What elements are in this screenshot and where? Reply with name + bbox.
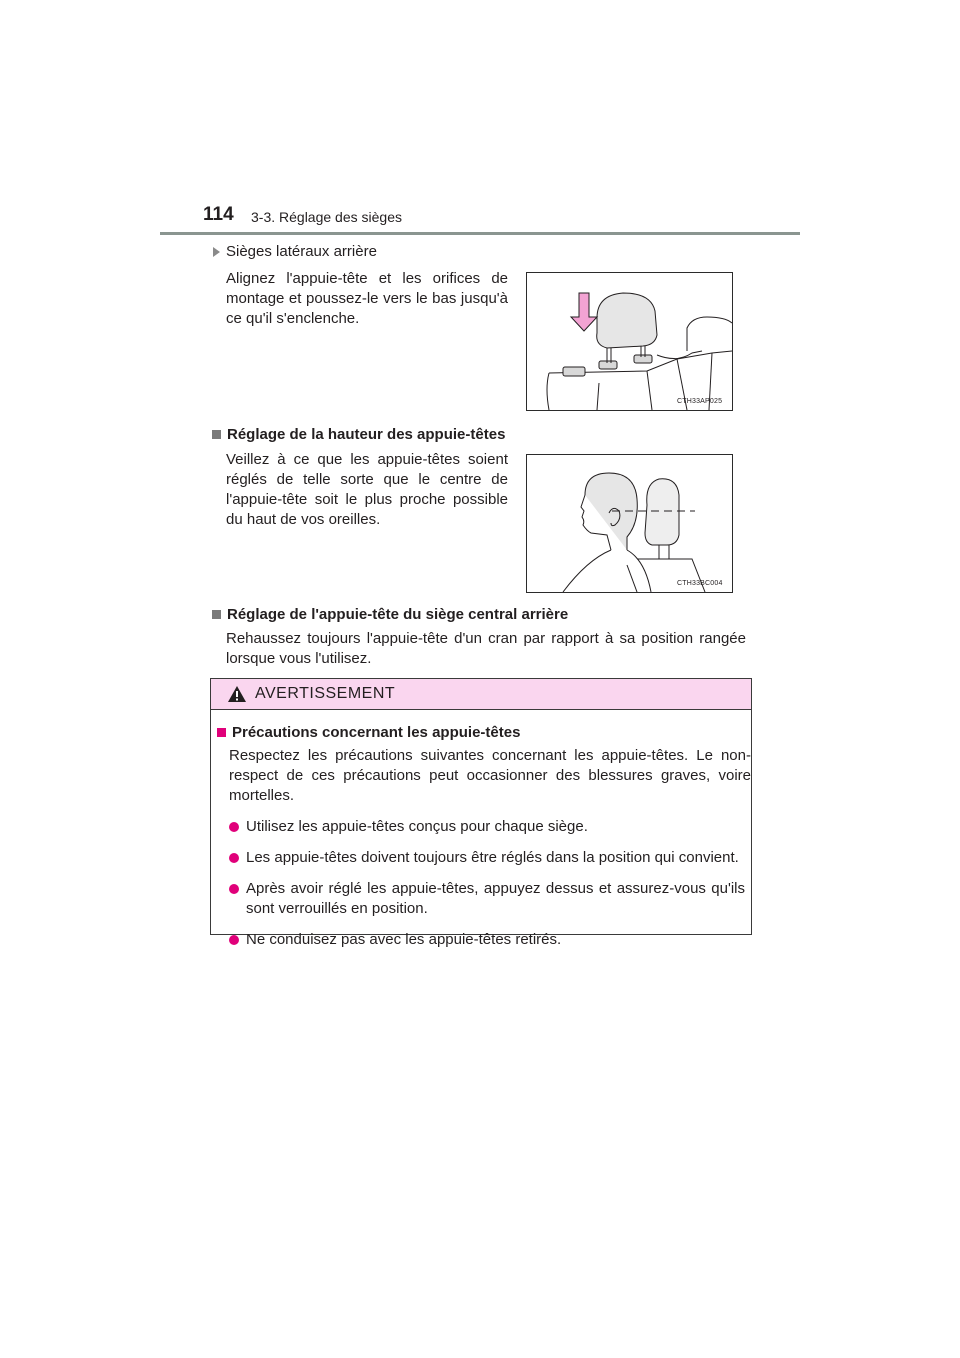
- warning-item-text: Ne conduisez pas avec les appuie-têtes retirés.: [246, 931, 562, 948]
- warning-icon: [227, 685, 247, 703]
- warning-item-text: Les appuie-têtes doivent toujours être réglés dans la position qui convient.: [246, 849, 739, 866]
- square-bullet-icon: [212, 430, 221, 439]
- heading-center-rear: [212, 606, 568, 623]
- warning-header: [211, 679, 751, 710]
- head-position-illustration: [527, 455, 732, 592]
- page-number: 114: [203, 204, 234, 225]
- dot-bullet-icon: [229, 935, 239, 945]
- triangle-right-icon: [213, 247, 220, 257]
- dot-bullet-icon: [229, 884, 239, 894]
- warning-heading: [217, 724, 745, 741]
- dot-bullet-icon: [229, 853, 239, 863]
- warning-item: [229, 817, 745, 837]
- height-adjust-text: Veillez à ce que les appuie-têtes soient réglés de telle sorte que le centre de l'appuie-tête soit le plus proche possible du haut de vos oreilles.: [226, 451, 508, 528]
- subheading-label: Sièges latéraux arrière: [226, 243, 377, 260]
- figure-headrest-install: [526, 272, 733, 411]
- square-bullet-icon: [217, 728, 226, 737]
- rear-side-seats-text: Alignez l'appuie-tête et les orifices de montage et poussez-le vers le bas jusqu'à ce qu'il s'enclenche.: [226, 270, 508, 327]
- subheading-rear-side-seats: [213, 243, 377, 260]
- figure-code: CTH33BC004: [677, 580, 723, 587]
- square-bullet-icon: [212, 610, 221, 619]
- warning-item-text: Utilisez les appuie-têtes conçus pour chaque siège.: [246, 818, 588, 835]
- heading-label: Réglage de la hauteur des appuie-têtes: [227, 426, 506, 443]
- figure-code: CTH33AP025: [677, 398, 723, 405]
- warning-item: [229, 930, 745, 950]
- section-title: 3-3. Réglage des sièges: [251, 209, 402, 225]
- figure-head-position: [526, 454, 733, 593]
- heading-height-adjust: [212, 426, 505, 443]
- center-rear-text: Rehaussez toujours l'appuie-tête d'un cran par rapport à sa position rangée lorsque vous l'utilisez.: [226, 630, 746, 667]
- warning-heading-label: Précautions concernant les appuie-têtes: [232, 724, 521, 741]
- warning-item: [229, 848, 745, 868]
- warning-item-text: Après avoir réglé les appuie-têtes, appuyez dessus et assurez-vous qu'ils sont verrouillés en position.: [246, 880, 745, 917]
- warning-body: [211, 710, 751, 950]
- heading-label: Réglage de l'appuie-tête du siège central arrière: [227, 606, 569, 623]
- warning-box: [210, 678, 752, 948]
- warning-intro: Respectez les précautions suivantes concernant les appuie-têtes. Le non-respect de ces précautions peut occasionner des blessures graves, voire mortelles.: [229, 747, 751, 804]
- dot-bullet-icon: [229, 822, 239, 832]
- warning-item: [229, 879, 745, 919]
- down-arrow-icon: [571, 293, 597, 331]
- header-rule: [160, 232, 800, 235]
- warning-title: AVERTISSEMENT: [255, 685, 396, 702]
- headrest-install-illustration: [527, 273, 732, 410]
